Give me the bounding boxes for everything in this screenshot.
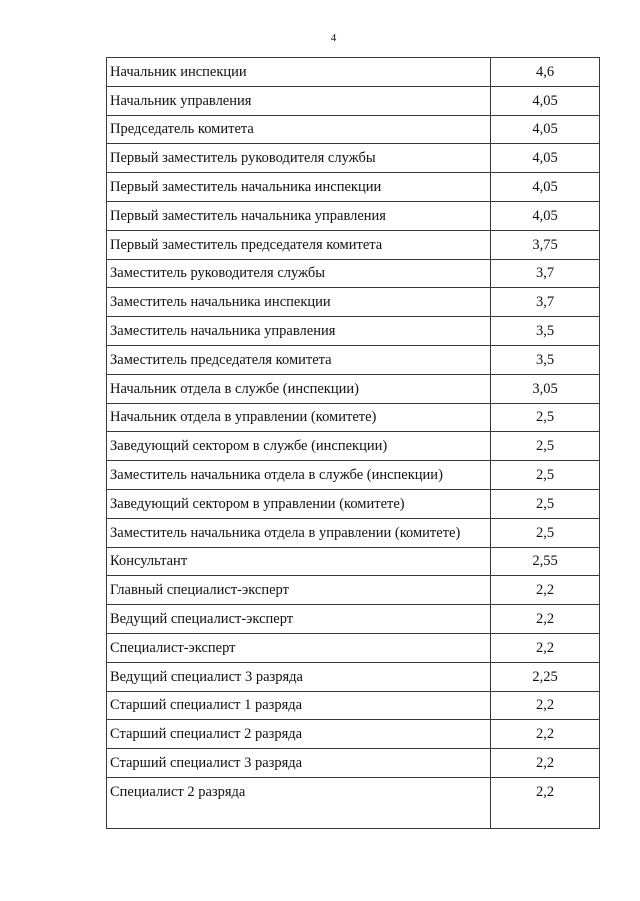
position-title-cell: Заместитель председателя комитета	[107, 345, 491, 374]
coefficient-cell: 3,5	[491, 345, 600, 374]
coefficient-cell: 3,7	[491, 259, 600, 288]
table-row	[107, 489, 600, 518]
table-row	[107, 86, 600, 115]
coefficient-cell: 4,05	[491, 144, 600, 173]
table-row	[107, 317, 600, 346]
table-row	[107, 115, 600, 144]
table-row	[107, 547, 600, 576]
table-row	[107, 662, 600, 691]
coefficient-cell: 2,5	[491, 489, 600, 518]
table-row	[107, 259, 600, 288]
table-row	[107, 173, 600, 202]
coefficient-cell: 2,25	[491, 662, 600, 691]
table-row	[107, 633, 600, 662]
position-title-cell: Председатель комитета	[107, 115, 491, 144]
position-title-cell: Заместитель руководителя службы	[107, 259, 491, 288]
table-row	[107, 58, 600, 87]
position-title-cell: Старший специалист 2 разряда	[107, 720, 491, 749]
positions-table-body	[107, 58, 600, 829]
position-title-cell: Первый заместитель начальника управления	[107, 201, 491, 230]
coefficient-cell: 2,2	[491, 605, 600, 634]
position-title-cell: Главный специалист-эксперт	[107, 576, 491, 605]
coefficient-cell: 2,2	[491, 691, 600, 720]
position-title-cell: Начальник отдела в службе (инспекции)	[107, 374, 491, 403]
position-title-cell: Начальник отдела в управлении (комитете)	[107, 403, 491, 432]
table-row	[107, 518, 600, 547]
coefficient-cell: 4,05	[491, 86, 600, 115]
table-row	[107, 403, 600, 432]
table-row	[107, 749, 600, 778]
table-row	[107, 288, 600, 317]
position-title-cell: Ведущий специалист-эксперт	[107, 605, 491, 634]
positions-table	[106, 57, 600, 829]
position-title-cell: Старший специалист 3 разряда	[107, 749, 491, 778]
table-row	[107, 605, 600, 634]
coefficient-cell: 3,5	[491, 317, 600, 346]
position-title-cell: Начальник управления	[107, 86, 491, 115]
coefficient-cell: 2,2	[491, 777, 600, 828]
coefficient-cell: 2,2	[491, 749, 600, 778]
position-title-cell: Первый заместитель начальника инспекции	[107, 173, 491, 202]
position-title-cell: Первый заместитель председателя комитета	[107, 230, 491, 259]
position-title-cell: Заместитель начальника отдела в службе (инспекции)	[107, 461, 491, 490]
coefficient-cell: 2,5	[491, 518, 600, 547]
position-title-cell: Заместитель начальника управления	[107, 317, 491, 346]
coefficient-cell: 4,05	[491, 115, 600, 144]
position-title-cell: Ведущий специалист 3 разряда	[107, 662, 491, 691]
coefficient-cell: 3,05	[491, 374, 600, 403]
coefficient-cell: 2,5	[491, 432, 600, 461]
coefficient-cell: 3,75	[491, 230, 600, 259]
position-title-cell: Заведующий сектором в управлении (комитете)	[107, 489, 491, 518]
coefficient-cell: 4,05	[491, 201, 600, 230]
position-title-cell: Заместитель начальника отдела в управлении (комитете)	[107, 518, 491, 547]
table-row	[107, 374, 600, 403]
position-title-cell: Заместитель начальника инспекции	[107, 288, 491, 317]
table-row	[107, 777, 600, 828]
table-row	[107, 576, 600, 605]
position-title-cell: Специалист-эксперт	[107, 633, 491, 662]
table-row	[107, 720, 600, 749]
position-title-cell: Начальник инспекции	[107, 58, 491, 87]
table-row	[107, 461, 600, 490]
coefficient-cell: 2,2	[491, 633, 600, 662]
table-row	[107, 201, 600, 230]
position-title-cell: Специалист 2 разряда	[107, 777, 491, 828]
table-row	[107, 144, 600, 173]
position-title-cell: Консультант	[107, 547, 491, 576]
coefficient-cell: 4,6	[491, 58, 600, 87]
table-row	[107, 345, 600, 374]
table-row	[107, 432, 600, 461]
table-row	[107, 230, 600, 259]
position-title-cell: Старший специалист 1 разряда	[107, 691, 491, 720]
page-number: 4	[330, 32, 337, 44]
coefficient-cell: 2,2	[491, 576, 600, 605]
coefficient-cell: 3,7	[491, 288, 600, 317]
coefficient-cell: 2,5	[491, 403, 600, 432]
position-title-cell: Заведующий сектором в службе (инспекции)	[107, 432, 491, 461]
coefficient-cell: 2,5	[491, 461, 600, 490]
coefficient-cell: 2,2	[491, 720, 600, 749]
position-title-cell: Первый заместитель руководителя службы	[107, 144, 491, 173]
table-row	[107, 691, 600, 720]
coefficient-cell: 2,55	[491, 547, 600, 576]
coefficient-cell: 4,05	[491, 173, 600, 202]
